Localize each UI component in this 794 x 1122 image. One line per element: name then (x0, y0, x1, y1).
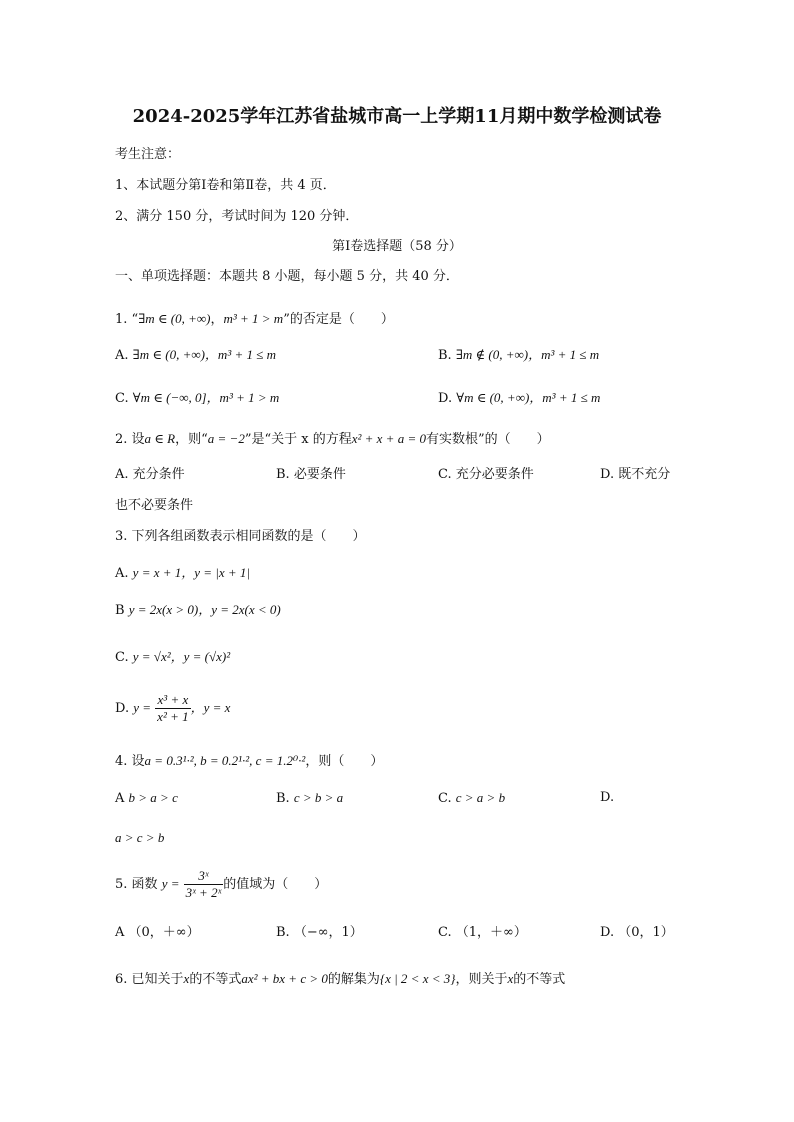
option-label: D. (438, 391, 453, 406)
q6-math-1: ax² + bx + c > 0 (241, 971, 328, 986)
question-1-stem (115, 310, 394, 329)
q1-option-b (438, 346, 599, 365)
q1-suffix: ”的否定是（ ） (283, 312, 394, 327)
q1-math-1: ∃m ∈ (0, +∞) (138, 311, 211, 326)
option-label: C. (438, 791, 452, 806)
q5-option-b: B. （−∞，1） (276, 925, 363, 940)
q6-var-2: x (507, 971, 514, 986)
notice-item-1: 1、本试题分第Ⅰ卷和第Ⅱ卷，共 4 页． (115, 178, 336, 193)
q1-option-c (115, 389, 279, 408)
fraction-numerator: x³ + x (155, 692, 190, 709)
q1-math-2: m³ + 1 > m (223, 311, 284, 326)
q6-math-2: {x | 2 < x < 3} (379, 971, 456, 986)
question-3-stem: 3. 下列各组函数表示相同函数的是（ ） (115, 529, 366, 544)
q1-option-a (115, 346, 276, 365)
option-label: A. (115, 566, 129, 581)
option-rest: ，y = x (190, 700, 231, 715)
q5-option-c: C. （1，＋∞） (438, 925, 527, 940)
q5-option-a: A （0，＋∞） (115, 925, 200, 940)
q6-prefix: 6. 已知关于 (115, 972, 184, 987)
option-math: y = √x²，y = (√x)² (132, 649, 231, 664)
option-math: ∃m ∉ (0, +∞)，m³ + 1 ≤ m (455, 347, 600, 362)
question-4-stem (115, 752, 383, 771)
option-math: c > b > a (293, 790, 344, 805)
q6-mid-3: ，则关于 (455, 972, 508, 987)
fraction (184, 868, 224, 901)
q6-mid-2: 的解集为 (327, 972, 380, 987)
q6-suffix: 的不等式 (513, 972, 566, 987)
option-label: A. (115, 348, 129, 363)
option-label: B. (438, 348, 452, 363)
q4-option-a (115, 789, 178, 808)
q1-option-d (438, 389, 600, 408)
option-label: B. (276, 791, 290, 806)
q2-option-d: D. 既不充分 (600, 467, 671, 482)
q6-var-1: x (183, 971, 190, 986)
fraction (155, 692, 190, 725)
q2-suffix: 有实数根”的（ ） (425, 432, 550, 447)
q3-option-a (115, 564, 250, 583)
q1-mid: ， (210, 312, 224, 327)
q5-lhs: y = (161, 876, 180, 891)
notice-item-2: 2、满分 150 分，考试时间为 120 分钟． (115, 209, 359, 224)
q2-math-2: a = −2 (207, 431, 245, 446)
question-2-stem (115, 430, 550, 449)
option-math: y = x + 1，y = |x + 1| (132, 565, 250, 580)
notice-heading: 考生注意： (115, 147, 181, 162)
q2-math-1: a ∈ R (144, 431, 176, 446)
question-6-stem (115, 970, 565, 989)
option-math: y = 2x(x > 0)，y = 2x(x < 0) (128, 602, 281, 617)
q2-option-b: B. 必要条件 (276, 467, 346, 482)
q4-option-d-label: D. (600, 790, 615, 805)
option-math: ∀m ∈ (0, +∞)，m³ + 1 ≤ m (456, 390, 601, 405)
q3-option-d (115, 690, 230, 727)
fraction-denominator: x² + 1 (157, 709, 189, 724)
q5-option-d: D. （0，1） (600, 925, 674, 940)
q2-option-d-continued: 也不必要条件 (115, 498, 194, 513)
q4-option-d-math: a > c > b (115, 830, 165, 845)
q4-option-b (276, 789, 343, 808)
q2-option-a: A. 充分条件 (115, 467, 185, 482)
option-math: b > a > c (128, 790, 178, 805)
option-label: D. (115, 701, 130, 716)
fraction-denominator: 3ˣ + 2ˣ (185, 885, 222, 900)
option-math: c > a > b (455, 790, 506, 805)
q4-math: a = 0.3¹·², b = 0.2¹·², c = 1.2⁰·² (144, 753, 306, 768)
part-title: 一、单项选择题：本题共 8 小题，每小题 5 分，共 40 分． (115, 269, 459, 284)
q5-suffix: 的值域为（ ） (223, 877, 328, 892)
page-title: 2024-2025学年江苏省盐城市高一上学期11月期中数学检测试卷 (132, 106, 662, 127)
option-label: C. (115, 650, 129, 665)
section-title: 第Ⅰ卷选择题（58 分） (332, 239, 462, 254)
q1-prefix: 1. “ (115, 312, 139, 327)
q4-prefix: 4. 设 (115, 754, 145, 769)
q5-prefix: 5. 函数 (115, 877, 158, 892)
q2-math-3: x² + x + a = 0 (351, 431, 426, 446)
question-5-stem (115, 866, 327, 903)
q2-mid-2: ”是“关于 x 的方程 (244, 432, 352, 447)
q4-option-c (438, 789, 505, 808)
option-lhs: y = (133, 700, 152, 715)
q2-prefix: 2. 设 (115, 432, 145, 447)
option-label: C. (115, 391, 129, 406)
q2-option-c: C. 充分必要条件 (438, 467, 534, 482)
option-label: B (115, 603, 125, 618)
q3-option-c (115, 648, 230, 667)
fraction-numerator: 3ˣ (184, 868, 224, 885)
option-math: ∀m ∈ (−∞, 0]，m³ + 1 > m (132, 390, 280, 405)
option-math: ∃m ∈ (0, +∞)，m³ + 1 ≤ m (132, 347, 277, 362)
q4-suffix: ，则（ ） (305, 754, 384, 769)
option-label: A (115, 791, 125, 806)
q2-mid-1: ，则“ (175, 432, 208, 447)
q3-option-b (115, 601, 281, 620)
q6-mid-1: 的不等式 (189, 972, 242, 987)
